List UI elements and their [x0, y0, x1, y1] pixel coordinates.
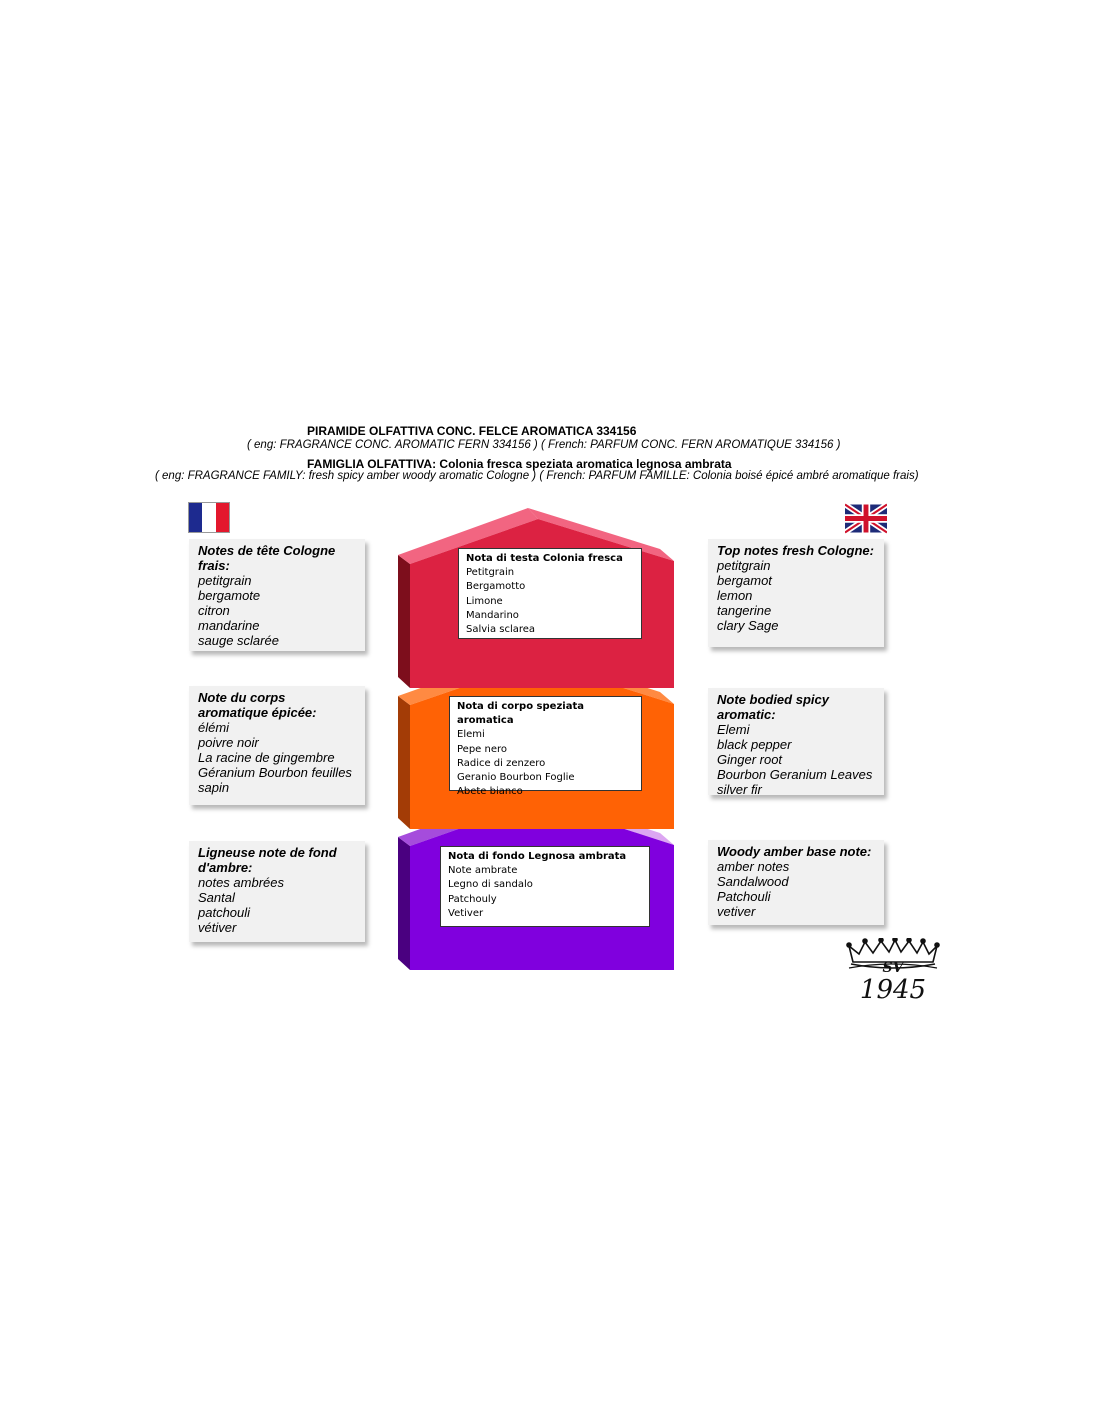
italian-top-notes-box — [458, 548, 642, 639]
list-item: silver fir — [717, 782, 762, 797]
italian-top-title: Nota di testa Colonia fresca — [466, 553, 623, 564]
list-item: Petitgrain — [466, 567, 515, 579]
italian-base-notes-box — [440, 846, 650, 927]
middle-side-face — [398, 696, 410, 829]
italian-base-title: Nota di fondo Legnosa ambrata — [448, 851, 627, 862]
list-item: Patchouli — [717, 889, 771, 904]
list-item: Abete bianco — [457, 786, 523, 798]
list-item: tangerine — [717, 603, 772, 618]
italian-middle-title: Nota di corpo speziata aromatica — [457, 701, 584, 727]
list-item: Sandalwood — [717, 874, 789, 889]
family-translation: ( eng: FRAGRANCE FAMILY: fresh spicy amber woody aromatic Cologne ) ( French: PARFUM FAMILLE: Colonia boisé épicé ambré aromatique frais) — [155, 470, 919, 482]
english-middle-title: Note bodied spicy aromatic: — [717, 692, 829, 722]
list-item: black pepper — [717, 737, 792, 752]
list-item: La racine de gingembre — [198, 750, 335, 765]
list-item: poivre noir — [198, 735, 259, 750]
list-item: bergamote — [198, 588, 261, 603]
list-item: petitgrain — [717, 558, 771, 573]
english-base-title: Woody amber base note: — [717, 844, 872, 859]
list-item: Santal — [198, 890, 235, 905]
list-item: Limone — [466, 595, 503, 607]
list-item: citron — [198, 603, 230, 618]
list-item: Geranio Bourbon Foglie — [457, 772, 575, 784]
list-item: mandarine — [198, 618, 260, 633]
list-item: amber notes — [717, 859, 790, 874]
list-item: bergamot — [717, 573, 772, 588]
list-item: Note ambrate — [448, 865, 518, 877]
list-item: sauge sclarée — [198, 633, 279, 648]
list-item: clary Sage — [717, 618, 779, 633]
list-item: Elemi — [457, 729, 485, 741]
list-item: sapin — [198, 780, 230, 795]
brand-logo — [843, 938, 943, 1002]
italian-middle-notes-box — [449, 696, 642, 798]
list-item: Elemi — [717, 722, 750, 737]
list-item: Mandarino — [466, 609, 519, 621]
list-item: vétiver — [198, 920, 237, 935]
list-item: Patchouly — [448, 893, 497, 905]
list-item: Vetiver — [448, 907, 484, 919]
logo-year: 1945 — [859, 975, 927, 1002]
list-item: Géranium Bourbon feuilles — [198, 765, 352, 780]
page-title: PIRAMIDE OLFATTIVA CONC. FELCE AROMATICA 334156 — [307, 424, 637, 438]
list-item: Legno di sandalo — [448, 879, 533, 891]
french-base-title: Ligneuse note de fond d'ambre: — [198, 845, 337, 875]
list-item: lemon — [717, 588, 753, 603]
base-side-face — [398, 837, 410, 970]
list-item: petitgrain — [198, 573, 252, 588]
list-item: Bergamotto — [466, 581, 526, 593]
list-item: Bourbon Geranium Leaves — [717, 767, 873, 782]
list-item: Radice di zenzero — [457, 757, 546, 769]
list-item: vetiver — [717, 904, 756, 919]
family-title: FAMIGLIA OLFATTIVA: Colonia fresca speziata aromatica legnosa ambrata — [307, 457, 732, 471]
list-item: Ginger root — [717, 752, 783, 767]
list-item: Salvia sclarea — [466, 624, 536, 636]
english-top-title: Top notes fresh Cologne: — [717, 543, 874, 558]
list-item: notes ambrées — [198, 875, 284, 890]
title-translation: ( eng: FRAGRANCE CONC. AROMATIC FERN 334156 ) ( French: PARFUM CONC. FERN AROMATIQUE 334156 ) — [247, 439, 841, 451]
top-side-face — [398, 555, 410, 688]
list-item: élémi — [198, 720, 230, 735]
list-item: Pepe nero — [457, 743, 508, 755]
french-top-title: Notes de tête Cologne frais: — [198, 543, 336, 573]
french-middle-title: Note du corps aromatique épicée: — [198, 690, 317, 720]
logo-monogram: SV — [882, 960, 904, 976]
list-item: patchouli — [198, 905, 251, 920]
